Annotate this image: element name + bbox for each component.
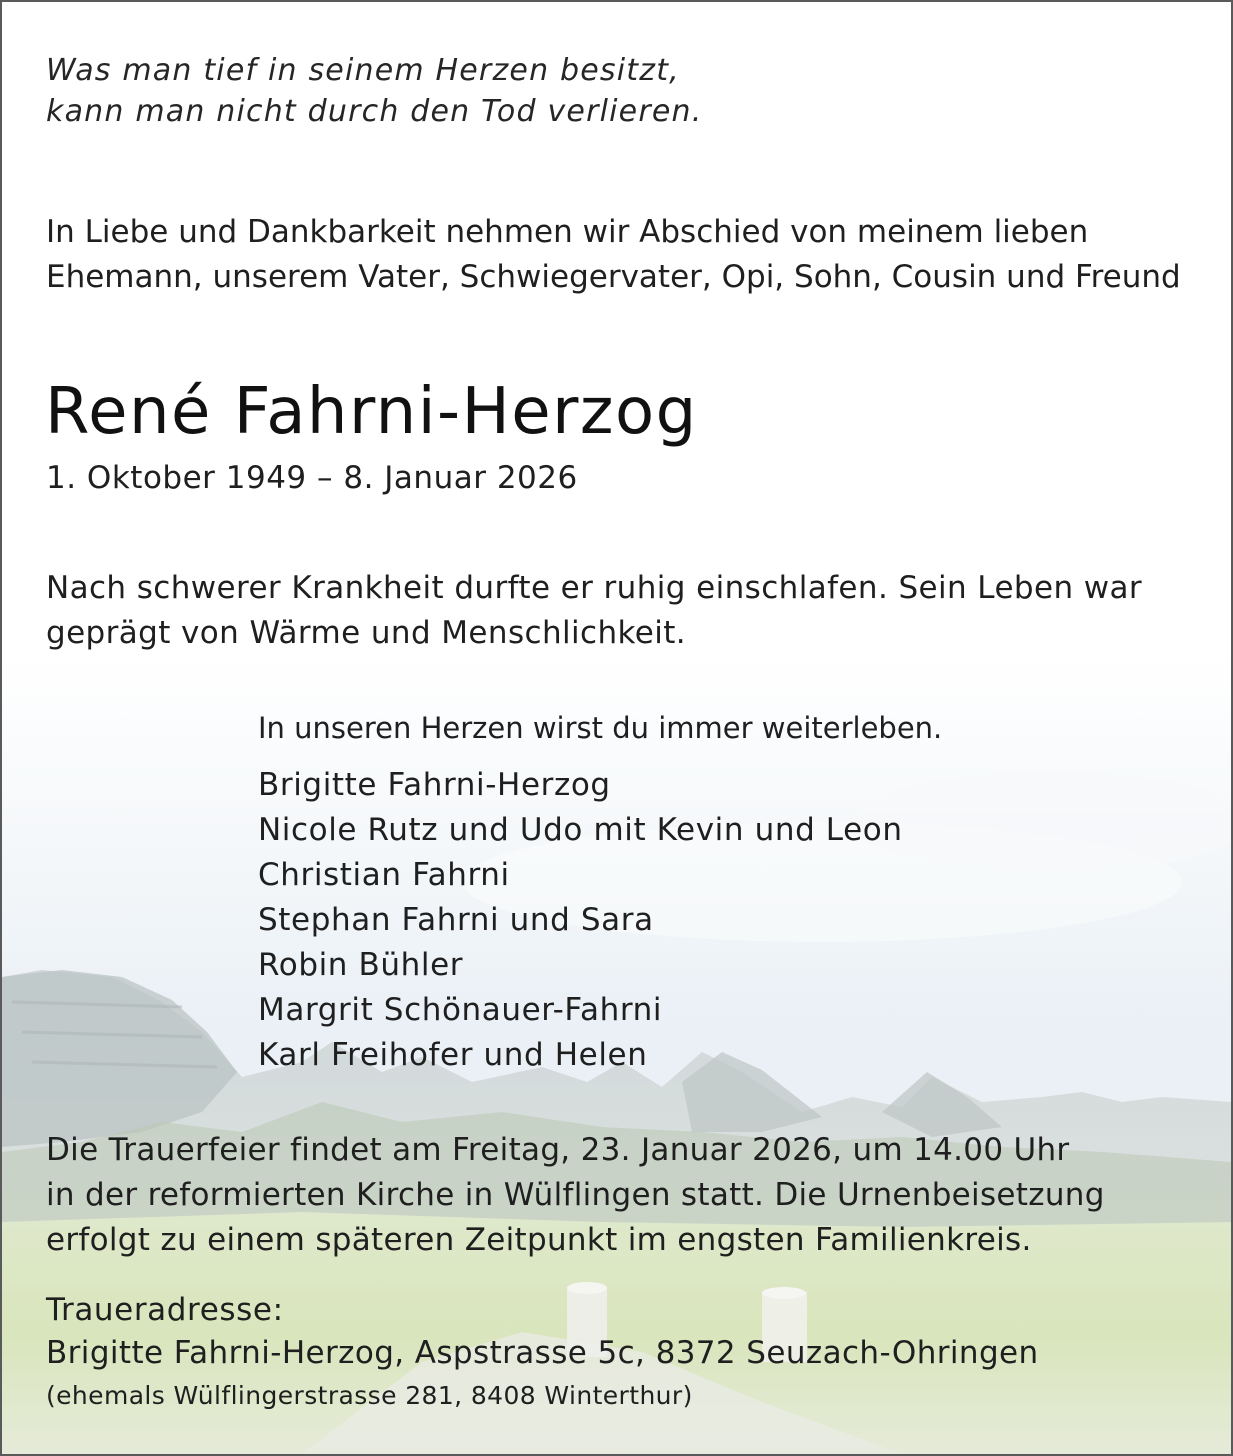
mourner-name: Nicole Rutz und Udo mit Kevin und Leon (258, 812, 903, 848)
paragraph-line: Nach schwerer Krankheit durfte er ruhig einschlafen. Sein Leben war (46, 570, 1143, 606)
service-line: erfolgt zu einem späteren Zeitpunkt im engsten Familienkreis. (46, 1222, 1032, 1258)
former-address: (ehemals Wülflingerstrasse 281, 8408 Winterthur) (46, 1381, 693, 1410)
intro-line: Ehemann, unserem Vater, Schwiegervater, Opi, Sohn, Cousin und Freund (46, 259, 1181, 295)
intro-line: In Liebe und Dankbarkeit nehmen wir Abschied von meinem lieben (46, 214, 1089, 250)
address-label: Traueradresse: (46, 1292, 284, 1328)
service-line: in der reformierten Kirche in Wülflingen statt. Die Urnenbeisetzung (46, 1177, 1105, 1213)
life-dates: 1. Oktober 1949 – 8. Januar 2026 (46, 460, 578, 496)
motto-quote (46, 50, 702, 132)
service-details (46, 1128, 1105, 1263)
motto-line: Was man tief in seinem Herzen besitzt, (46, 53, 680, 88)
mourner-name: Stephan Fahrni und Sara (258, 902, 654, 938)
mourners-list (258, 763, 903, 1078)
notice-content (2, 2, 1231, 1454)
mourner-name: Brigitte Fahrni-Herzog (258, 767, 611, 803)
mourner-name: Christian Fahrni (258, 857, 510, 893)
service-line: Die Trauerfeier findet am Freitag, 23. Januar 2026, um 14.00 Uhr (46, 1132, 1070, 1168)
mourner-name: Karl Freihofer und Helen (258, 1037, 648, 1073)
paragraph-line: geprägt von Wärme und Menschlichkeit. (46, 615, 687, 651)
mourner-name: Margrit Schönauer-Fahrni (258, 992, 663, 1028)
motto-line: kann man nicht durch den Tod verlieren. (46, 94, 703, 129)
memorial-paragraph (46, 566, 1142, 656)
deceased-name: René Fahrni-Herzog (45, 375, 698, 449)
mourner-name: Robin Bühler (258, 947, 464, 983)
mourning-address: Brigitte Fahrni-Herzog, Aspstrasse 5c, 8372 Seuzach-Ohringen (46, 1335, 1039, 1371)
closing-line: In unseren Herzen wirst du immer weiterleben. (258, 711, 943, 745)
intro-text (46, 210, 1181, 300)
